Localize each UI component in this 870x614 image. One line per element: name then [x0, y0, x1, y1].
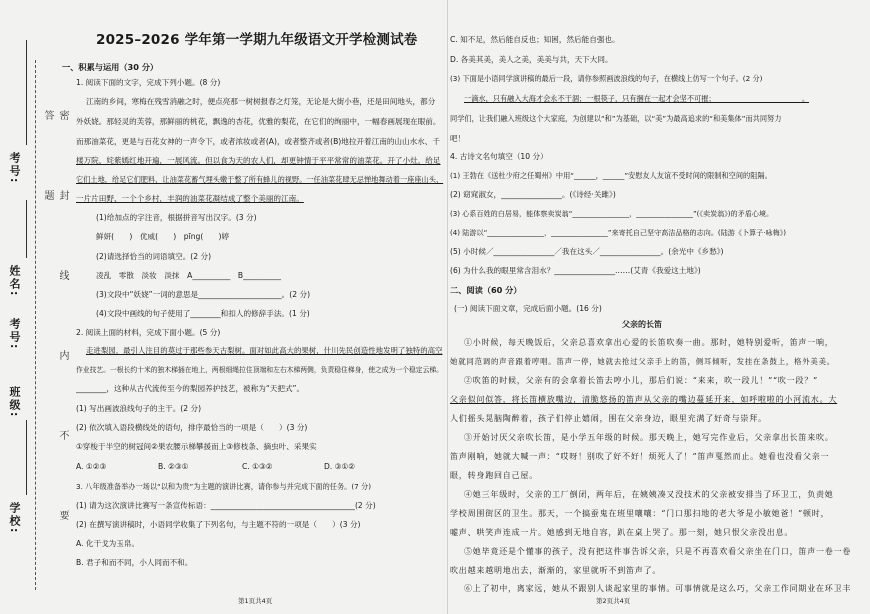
page-footer: 第1页共4页 [238, 597, 273, 605]
option-d: D. ③①② [324, 462, 356, 471]
question-2-2: (2) 依次填入语段横线处的语句，排序最恰当的一项是（ ）(3 分) [76, 423, 308, 432]
school-label: 学校: [8, 502, 21, 535]
article-title: 父亲的长笛 [622, 320, 662, 329]
article-line: 嘘声、哄笑声连成一片。她感到无地自容，趴在桌上哭了。那一刻，她只恨父亲没出息。 [450, 528, 794, 537]
question-1-4: (4)文段中画线的句子使用了________和扣人的修辞手法。(1 分) [96, 309, 310, 318]
section-2-heading: 二、阅读（60 分） [450, 285, 522, 295]
left-page [62, 0, 445, 614]
question-1-intro: 1. 阅读下面的文字，完成下列小题。(8 分) [76, 78, 221, 87]
article-line: 人们摇头晃脑陶醉着，孩子们停止嬉闹，围在父亲身边，眼里充满了好奇与崇拜。 [450, 414, 767, 423]
article-line: ①小时候，每天晚饭后，父亲总喜欢拿出心爱的长笛吹奏一曲。那时，她特别爱听，笛声一响， [464, 338, 834, 347]
class-label: 班级: [8, 386, 21, 419]
question-3-intro: 3. 八年级准备举办一场以“以和为贵”为主题的演讲比赛，请你参与并完成下面的任务。(7 分) [76, 482, 371, 491]
passage-1-line: 楼万院，姹紫嫣红地开遍，一展风流。但以食为天的农人们，却更钟情于平平常常的油菜花。开了小灶，给足 [76, 156, 441, 165]
question-2-1: (1) 写出画波浪线句子的主干。(2 分) [76, 404, 202, 413]
seal-dashed-line [35, 60, 36, 590]
article-line: 吹出越来越明地出去，渐渐的，家里就听不到笛声了。 [450, 566, 662, 575]
question-3-3-passage: 同学们，让我们融入班级这个大家庭，为创建以“和”为基础，以“美”为最高追求的“和美集体”而共同努力 [450, 114, 782, 123]
article-line: ④她三年级时，父亲的工厂倒闭，两年后，在姨姨凑又没技术的父亲被安排当了环卫工，负责她 [464, 490, 834, 499]
passage-2-line: ________，这种从古代流传至今的梨园养护技艺，被称为“天把式”。 [76, 384, 305, 393]
right-page [450, 0, 868, 614]
article-line: 眼，转身跑回自己屋。 [450, 471, 538, 480]
poem-fill-line: (4) 陆游以“________________，________________”来寄托自己坚守高洁品格的志向。(陆游《卜算子·咏梅》) [450, 228, 787, 237]
article-line: 学校周围街区的卫生。那天，一个搞蚕鬼在班里嚷嚷：“门口那扫地的老大爷是小敏她爸！”顿时， [450, 509, 830, 518]
question-1-2-items: 凌乱 零散 淡妆 淡抹 A__________ B__________ [96, 271, 282, 280]
reading-1-intro: (一) 阅读下面文章，完成后面小题。(16 分) [454, 304, 602, 313]
option-a: A. 化干戈为玉帛。 [76, 539, 140, 548]
question-2-2-statements: ①穿梭于半空的树冠间②果农腰示梯攀援而上③修枝条、摘虫叶、采果实 [76, 442, 317, 451]
article-line: ⑤她毕竟还是个懂事的孩子，没有把这件事告诉父亲，只是不再喜欢看父亲坐在门口，笛声一卷一卷 [464, 547, 852, 556]
option-d: D. 各美其美，美人之美，美美与共，天下大同。 [450, 55, 613, 64]
passage-1-line: 一片片田野、一个个乡村，丰润的油菜花凝结成了整个美丽的江南。 [76, 194, 304, 203]
question-1-3: (3)文段中“妖娆”一词的意思是______________________。(2 分) [96, 290, 311, 299]
fill-line [26, 40, 27, 145]
question-4-intro: 4. 古诗文名句填空（10 分） [450, 152, 548, 161]
article-line: 笛声刚响，她就大喊一声：“哎呀！别吹了好不好！烦死人了！”笛声戛然而止。她看也没看父亲一 [450, 452, 830, 461]
question-1-2: (2)请选择恰当的词语填空。(2 分) [96, 252, 212, 261]
binding-strip [4, 40, 68, 600]
article-line: 她就同范调的声音跟着哼唱。笛声一停，她就去抢过父亲手上的笛，侧耳倾听，发挂在条鼓上，格外美美。 [450, 357, 835, 366]
passage-1-line: 它们土地，给足它们肥料，让油菜花蓄气埋头嫩于整了所有蜂儿的视野。一任油菜花肆无忌惮地舞动着一座座山头、 [76, 175, 444, 184]
article-line: ⑥上了初中，离家远，她从不跟别人谈起家里的事情。可事情就是这么巧，父亲工作同期业在环卫丰 [464, 584, 852, 593]
question-1-1: (1)给加点的字注音，根据拼音写出汉字。(3 分) [96, 213, 257, 222]
poem-fill-line: (3) 心系百姓的白居易，能体察卖炭翁“________________，________________”(《卖炭翁》)的矛盾心境。 [450, 209, 774, 218]
fill-line [26, 200, 27, 258]
passage-1-line: 江南的乡间，寒梅在残雪消融之时，便点亮那一树树报春之灯笼，无论是大街小巷，还是田间地头，都分 [86, 97, 436, 106]
article-line: ②吹笛的时候，父亲有的会拿着长笛去哼小儿，那后们说：“来来，吹一段儿！”“吹一段？” [464, 376, 818, 385]
seal-line-text: 密 封 线 内 不 要 答 题 [42, 110, 68, 590]
option-b: B. 君子和而不同，小人同而不和。 [76, 558, 193, 567]
question-1-1-items: 鲜妍( ) 优威( ) pīng( )婷 [96, 232, 230, 241]
passage-1-line: 外妖娆。那轻灵的芙蓉，那鲜丽的桃花，飘逸的杏花，优雅的梨花，在它们的绚丽中，一幅春画展现在眼前。 [76, 117, 441, 126]
poem-fill-line: (6) 为什么我的眼里常含泪水？________________……(艾青《我爱这土地》) [450, 266, 701, 275]
fill-line [26, 420, 27, 495]
question-3-3-passage: 一滴水，只有融入大海才会永不干涸；一根筷子，只有捆在一起才会坚不可摧；________________________。 [464, 94, 810, 103]
question-3-2: (2) 在撰写演讲稿时，小语同学收集了下列名句，与主题不符的一项是（ ）(3 分) [76, 520, 361, 529]
option-c: C. 知不足，然后能自反也；知困，然后能自强也。 [450, 35, 620, 44]
exam-title: 2025–2026 学年第一学期九年级语文开学检测试卷 [96, 32, 418, 48]
article-line: 父亲似问似答，将长笛横放嘴边，清脆悠扬的笛声从父亲的嘴边蔓延开来，如呼啦啦的小河流水。大 [450, 395, 838, 404]
passage-2-line: 作业技艺。一根长约十米的独木梯插在地上，两根细绳拉住顶端和左右木梯两侧，负责稳住梯身，使之成为一个稳定云梯。 [76, 365, 443, 374]
poem-fill-line: (5) 小时候／________________／我在这头／________________。(余光中《乡愁》) [450, 247, 724, 256]
name-label: 姓名: [8, 265, 21, 298]
poem-fill-line: (1) 王勃在《送杜少府之任蜀州》中用“______，______”安慰友人友谊不受时间的限制和空间的阻隔。 [450, 171, 772, 180]
page-divider [447, 0, 448, 614]
seat-number-label: 考号: [8, 318, 21, 351]
page-footer: 第2页共4页 [596, 597, 631, 605]
article-line: ③开始讨厌父亲吹长笛，是小学五年级的时候。那天晚上，她写完作业后，父亲拿出长笛来吹。 [464, 433, 834, 442]
question-3-3: (3) 下面是小语同学演讲稿的最后一段，请你参照画波浪线的句子，在横线上仿写一个句子。(2 分) [450, 74, 763, 83]
passage-2-line: 走进梨园，最引人注目的莫过于那些参天古梨树。面对如此高大的果树，什川先民创造性地发明了独特的高空 [86, 346, 443, 355]
option-a: A. ①②③ [76, 462, 107, 471]
option-c: C. ①③② [242, 462, 273, 471]
option-b: B. ②③① [158, 462, 189, 471]
question-3-1: (1) 请为这次演讲比赛写一条宣传标语：______________________________________(2 分) [76, 501, 376, 510]
question-3-3-passage: 吧！ [450, 134, 466, 143]
question-2-intro: 2. 阅读上面的材料，完成下面小题。(5 分) [76, 328, 221, 337]
passage-1-line: 而那油菜花，更是与百花女神的一声令下，或者浓妆或者(A)，或者整齐或者(B)地拉开着江南的山山水水、千 [76, 137, 440, 146]
section-1-heading: 一、积累与运用（30 分） [62, 62, 159, 72]
exam-number-label: 考号: [8, 152, 21, 185]
poem-fill-line: (2) 窈窕淑女，________________。(《诗经·关雎》) [450, 190, 616, 199]
